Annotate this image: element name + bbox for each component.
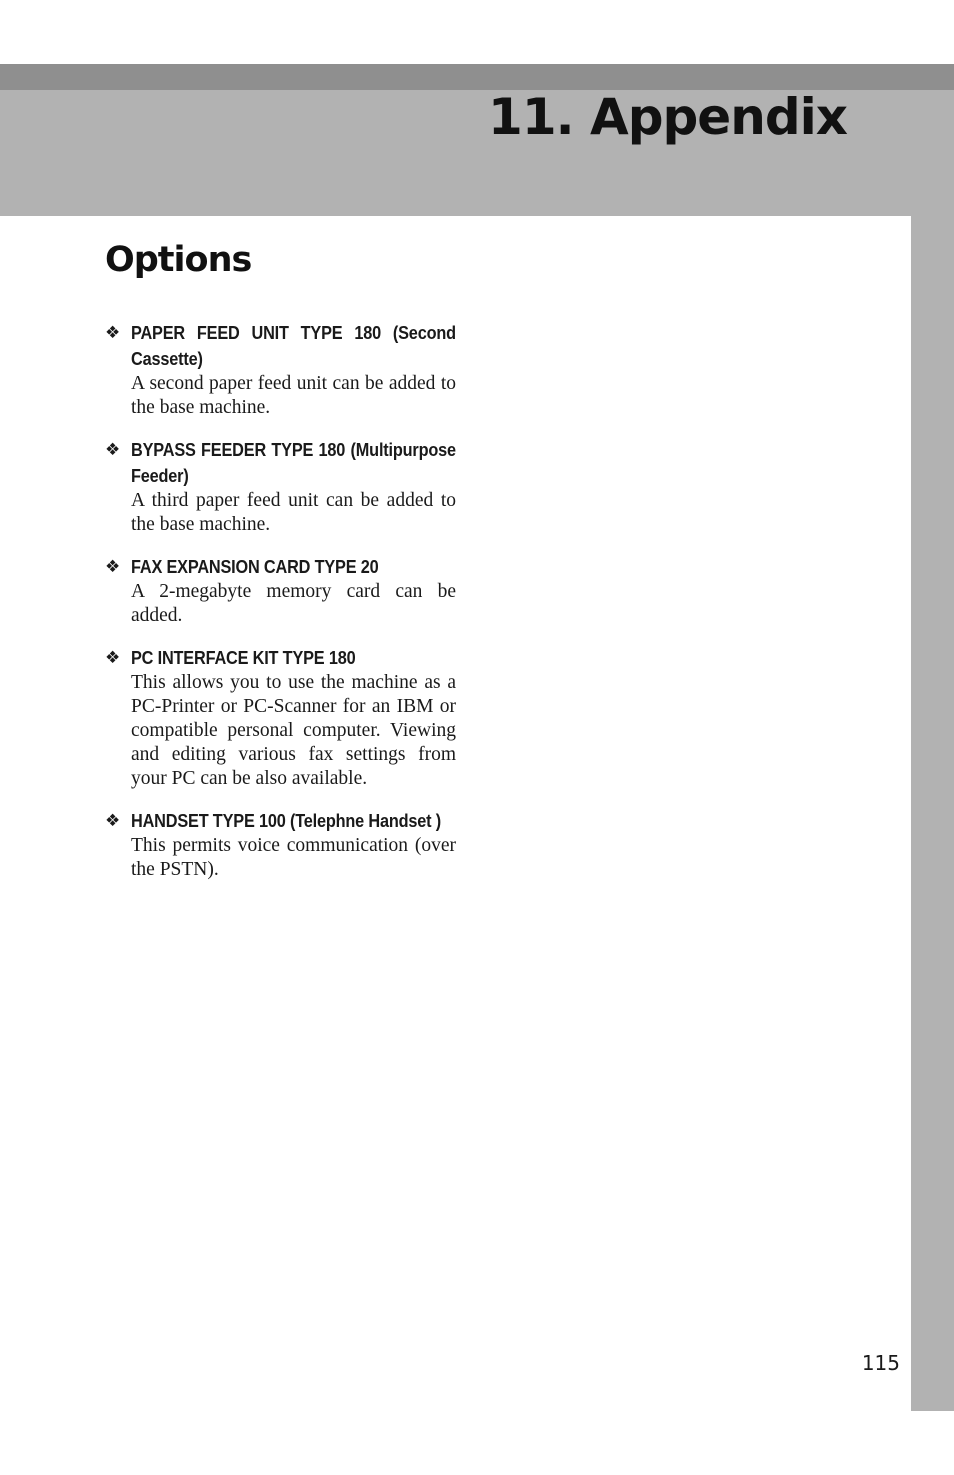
section-title: Options — [105, 240, 252, 280]
option-item-pc-interface-kit — [105, 645, 456, 791]
option-description: A 2-megabyte memory card can be added. — [131, 581, 456, 626]
option-item-paper-feed-unit — [105, 320, 456, 420]
page-number: 115 — [861, 1351, 900, 1375]
option-description: A second paper feed unit can be added to the base machine. — [131, 373, 456, 418]
diamond-bullet-icon: ❖ — [105, 811, 121, 831]
diamond-bullet-icon: ❖ — [105, 440, 121, 460]
option-item-fax-expansion-card — [105, 554, 456, 628]
chapter-title: 11. Appendix — [488, 88, 847, 146]
option-title: PC INTERFACE KIT TYPE 180 — [131, 647, 356, 668]
option-title: BYPASS FEEDER TYPE 180 (Multipurpose Feeder) — [131, 439, 456, 486]
options-list — [105, 320, 456, 899]
header-top-strip — [0, 64, 954, 90]
option-title: HANDSET TYPE 100 (Telephne Handset ) — [131, 810, 441, 831]
option-description: This permits voice communication (over the PSTN). — [131, 835, 456, 880]
option-title: PAPER FEED UNIT TYPE 180 (Second Cassette) — [131, 322, 456, 369]
page-side-bar — [911, 216, 954, 1411]
option-description: This allows you to use the machine as a PC-Printer or PC-Scanner for an IBM or compatible personal computer. Viewing and editing various fax settings from your PC can be also available. — [131, 672, 456, 789]
option-item-handset — [105, 808, 456, 882]
option-title: FAX EXPANSION CARD TYPE 20 — [131, 556, 379, 577]
diamond-bullet-icon: ❖ — [105, 648, 121, 668]
diamond-bullet-icon: ❖ — [105, 557, 121, 577]
diamond-bullet-icon: ❖ — [105, 323, 121, 343]
option-item-bypass-feeder — [105, 437, 456, 537]
option-description: A third paper feed unit can be added to the base machine. — [131, 490, 456, 535]
